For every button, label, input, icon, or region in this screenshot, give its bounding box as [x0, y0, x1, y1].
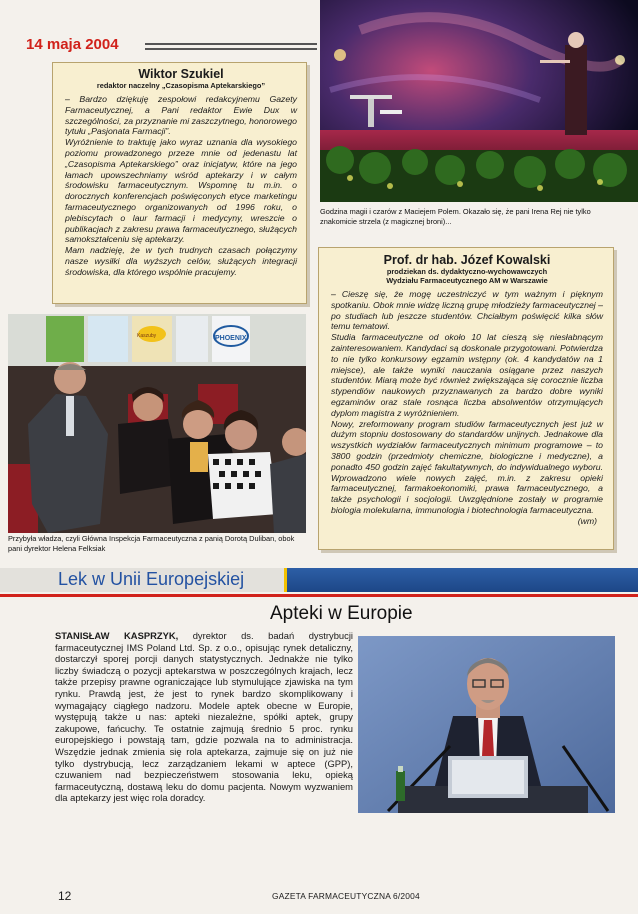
- quote-paragraph: Studia farmaceutyczne od około 10 lat cieszą się niesłabnącym zainteresowaniem. Kandydaci są doskonale przygotowani. Potwierdza to nie tylko konkursowy egzamin wstępny (ok. 4 kandydatów na 1 miejsce), ale także wyniki nauczania osiągane przez naszych studentów. Miarą może być również zwiększająca się corocznie liczba stypendiów naukowych przyznawanych za bardzo dobre wyniki egzaminów oraz stale rosnąca liczba absolwentów otrzymujących dyplom magistra z wyróżnieniem.: [331, 332, 603, 418]
- quote-paragraph: Wyróżnienie to traktuję jako wyraz uznania dla wysokiego poziomu prowadzonego przeze mnie od jedenastu lat „Czasopisma Aptekarskiego” oraz inicjatyw, które na jego łamach upowszechniamy wśród aptekarzy i w całym środowisku farmaceutycznym. Wspomnę tu m.in. o dorocznych konferencjach poświęconych etyce marketingu farmaceutycznego organizowanych od 1996 roku, o plebiscytach o laur farmacji i medycyny, wreszcie o publikacjach z zakresu prawa farmaceutycznego, służących samokształceniu się aptekarzy.: [65, 137, 297, 245]
- section-title: Lek w Unii Europejskiej: [58, 569, 245, 589]
- section-rule: [0, 594, 638, 597]
- quote-box-szukiel: [52, 62, 307, 304]
- magazine-footer: GAZETA FARMACEUTYCZNA 6/2004: [272, 891, 420, 901]
- audience-photo: [8, 314, 306, 533]
- quote-paragraph: Nowy, zreformowany program studiów farmaceutycznych jest już w dużym stopniu dostosowany do standardów unijnych. Jednakowe dla wszystkich wydziałów farmaceutycznych minimum programowe – to 3800 godzin (przedmioty chemiczne, biologiczne i medyczne), a ponadto 450 godzin zajęć fakultatywnych, do indywidualnego wyboru. Wprowadzono wiele nowych zajęć, m.in. z zakresu opieki farmaceutycznej, farmakoekonomiki, prawa farmaceutycznego, a także psychologii i socjologii. Uwzględnione zostały w programie biologia molekularna, immunologia i biotechnologia farmaceutyczna.: [331, 418, 603, 515]
- speaker-name: Wiktor Szukiel: [138, 67, 224, 81]
- article-text: dyrektor ds. badań dystrybucji farmaceutycznej IMS Poland Ltd. Sp. z o.o., opisując rynek detaliczny, dostarczył sporej porcji danych statystycznych. Jednakże nie tylko liczby świadczą o pozycji aptekarstwa w poszczególnych krajach, lecz także przepisy prawne ograniczające lub stymulujące zjawiska na tym rynku. Prawdą jest, że jest to rynek bardzo skomplikowany i wymagający ciągłego nadzoru. Modele aptek obecne w Europie, występują także u nas: apteki niezależne, spółki aptek, grupy zakupowe, fańcuchy. Te ostatnie zajmują średnio 5 proc. rynku europejskiego i powstają tam, gdzie pozwala na to administracja. Wszędzie jednak zmienia się rola aptekarza, zajmuje się on już nie tylko dystrybucją, lecz zarządzaniem lekami w aptece (GPP), czuwaniem nad bezpieczeństwem stosowania leku, opieką farmaceutyczną, dostawą leku do domu pacjenta. Nowym wyzwaniem dla aptekarzy jest więc rola doradcy.: [55, 630, 353, 804]
- page-number: 12: [58, 889, 72, 903]
- speaker-role: redaktor naczelny „Czasopisma Aptekarskiego”: [96, 81, 266, 90]
- issue-date: 14 maja 2004: [26, 36, 119, 53]
- speaker-role: prodziekan ds. dydaktyczno-wychowawczych: [386, 267, 548, 276]
- article-title: Apteki w Europie: [270, 603, 413, 624]
- quote-text: [331, 289, 603, 527]
- audience-photo-caption: Przybyła władza, czyli Główna Inspekcja Farmaceutyczna z panią Dorotą Duliban, obok pani dyrektor Helena Felksiak: [8, 534, 295, 553]
- date-rule: [145, 43, 317, 50]
- quote-paragraph: Mam nadzieję, że w tych trudnych czasach połączymy nasze wysiłki dla wyższych celów, służących integracji środowiska, dla którego wspólnie pracujemy.: [65, 245, 297, 277]
- article-lead-name: STANISŁAW KASPRZYK,: [55, 630, 179, 641]
- author-signature: (wm): [577, 515, 597, 526]
- quote-paragraph: – Bardzo dziękuję zespołowi redakcyjnemu Gazety Farmaceutycznej, a Pani redaktor Ewie Dux w szczególności, za przyznanie mi zaszczytnego, honorowego tytułu „Pasjonata Farmacji”.: [65, 94, 297, 137]
- banner-text: Kaszuby: [137, 333, 157, 339]
- stage-photo-caption: Godzina magii i czarów z Maciejem Polem. Okazało się, że pani Irena Rej nie tylko znakomicie strzela (z magicznej broni)...: [320, 207, 591, 226]
- phoenix-banner-logo: PHOENIX: [215, 335, 247, 342]
- section-header: [0, 568, 287, 592]
- article-body: [55, 630, 353, 804]
- quote-text: [65, 94, 297, 278]
- quote-box-kowalski: [318, 247, 614, 550]
- speaker-name: Prof. dr hab. Józef Kowalski: [383, 253, 551, 267]
- stage-magic-photo: [320, 0, 638, 202]
- quote-paragraph: – Cieszę się, że mogę uczestniczyć w tym ważnym i pięknym spotkaniu. Obok mnie widzę liczną grupę młodzieży farmaceutycznej – po studiach lub jeszcze studentów. Chciałbym poświęcić kilka słów temu tematowi.: [331, 289, 603, 332]
- speaker-department: Wydziału Farmaceutycznego AM w Warszawie: [386, 276, 548, 285]
- speaker-photo: [358, 636, 615, 813]
